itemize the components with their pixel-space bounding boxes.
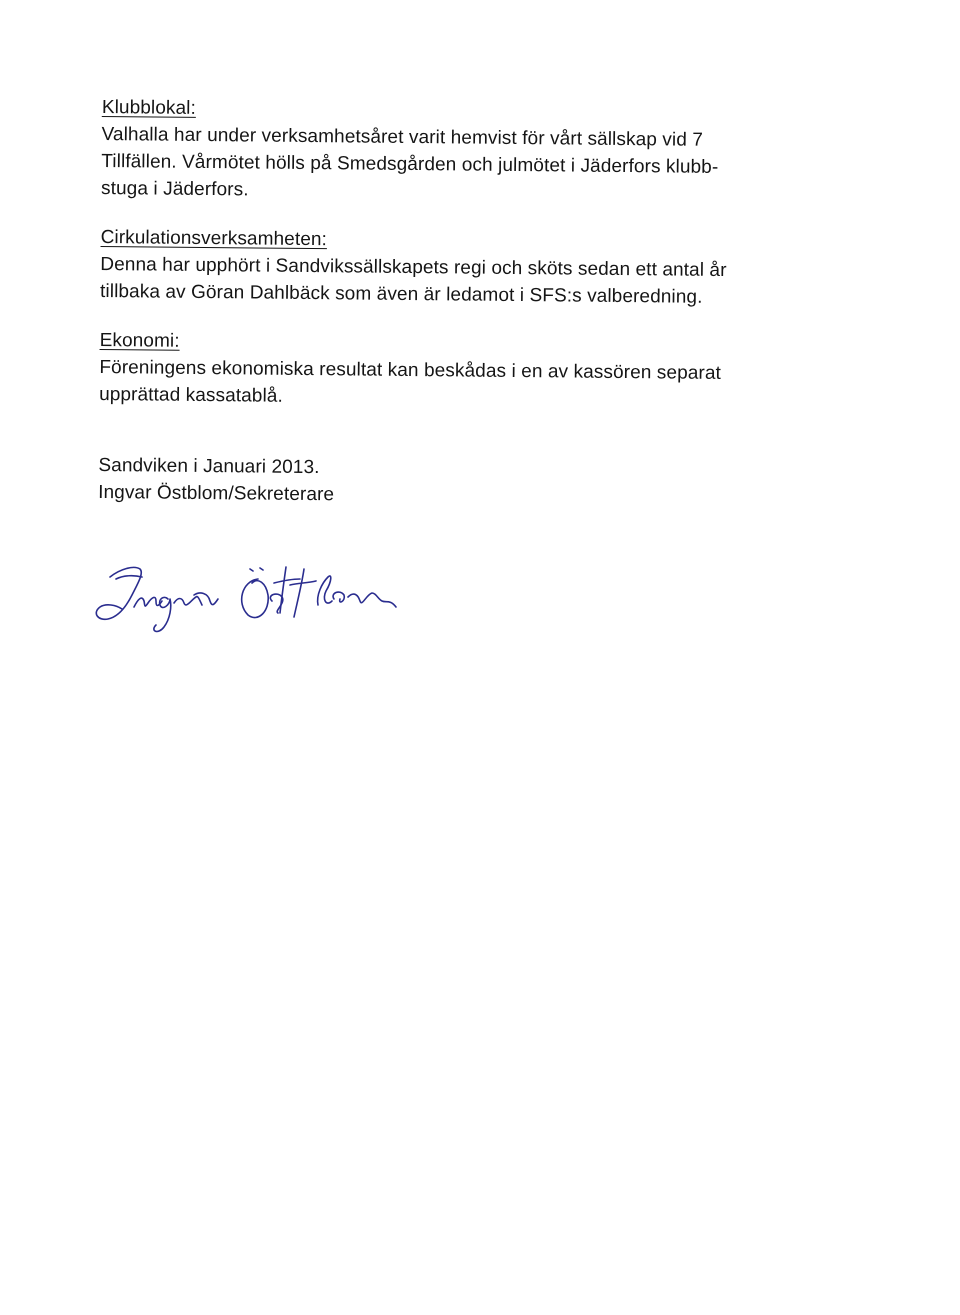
place-date: Sandviken i Januari 2013. [98, 454, 320, 479]
signature-image [82, 555, 412, 645]
section-klubblokal [101, 94, 802, 209]
section-heading: Cirkulationsverksamheten: [100, 226, 328, 251]
signatory-line: Ingvar Östblom/Sekreterare [98, 481, 335, 506]
section-ekonomi [99, 327, 800, 415]
paragraph-line: stuga i Jäderfors. [100, 177, 249, 201]
paragraph-line: Denna har upphört i Sandvikssällskapets regi och sköts sedan ett antal år [100, 253, 727, 282]
section-heading: Ekonomi: [99, 329, 180, 352]
section-cirkulationsverksamheten [100, 224, 801, 312]
closing-block [98, 452, 798, 513]
document-body [98, 94, 802, 513]
handwritten-signature [82, 555, 412, 645]
paragraph-line: upprättad kassatablå. [99, 383, 283, 407]
paragraph-line: Valhalla har under verksamhetsåret varit hemvist för vårt sällskap vid 7 [101, 123, 704, 151]
paragraph-line: tillbaka av Göran Dahlbäck som även är ledamot i SFS:s valberedning. [100, 280, 703, 308]
paragraph-line: Tillfällen. Vårmötet hölls på Smedsgården och julmötet i Jäderfors klubb- [101, 150, 719, 178]
paragraph-line: Föreningens ekonomiska resultat kan beskådas i en av kassören separat [99, 356, 722, 384]
section-heading: Klubblokal: [101, 96, 197, 119]
